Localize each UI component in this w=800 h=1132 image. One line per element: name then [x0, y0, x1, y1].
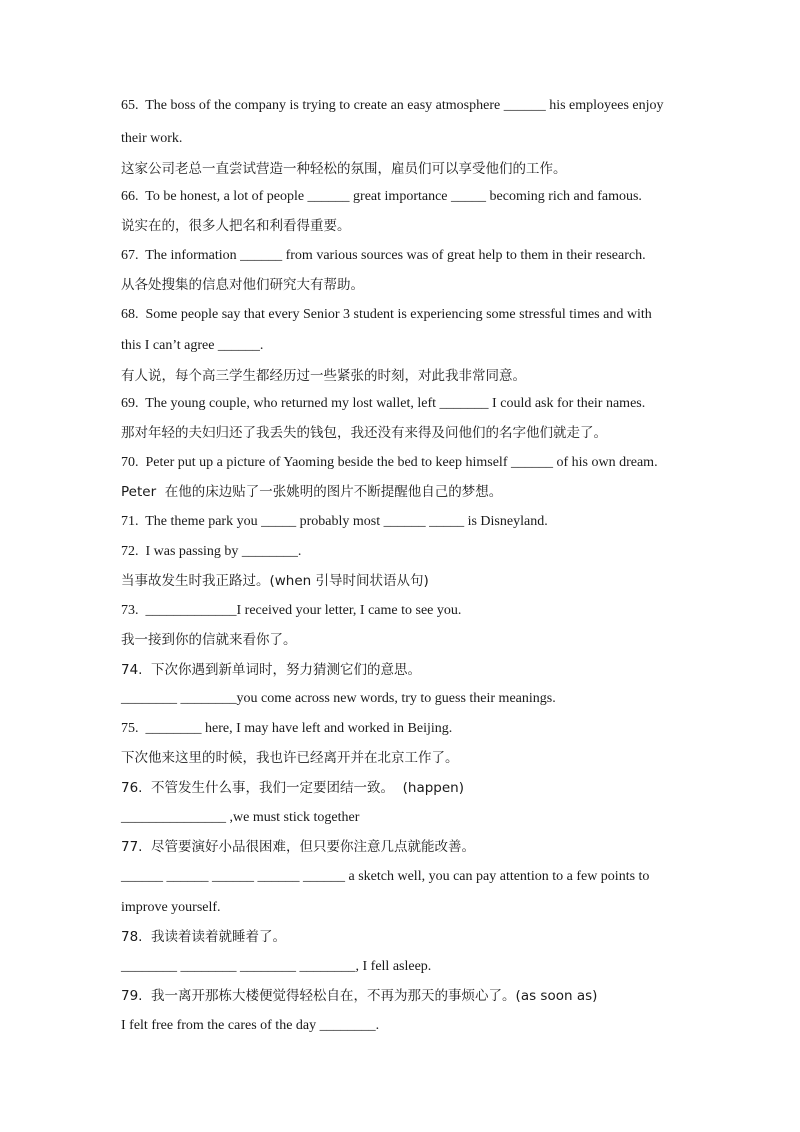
question-68-line-1: 68. Some people say that every Senior 3 student is experiencing some stressful times and with [121, 307, 652, 322]
question-69-translation: 那对年轻的夫妇归还了我丢失的钱包，我还没有来得及问他们的名字他们就走了。 [121, 425, 607, 441]
question-65-line-2: their work. [121, 131, 183, 146]
question-72: 72. I was passing by ________. [121, 544, 302, 559]
question-73: 73. _____________I received your letter, I came to see you. [121, 603, 462, 618]
question-74-answer-line: ________ ________you come across new words, try to guess their meanings. [121, 691, 556, 706]
question-66: 66. To be honest, a lot of people ______ great importance _____ becoming rich and famous. [121, 189, 642, 204]
question-76: 76. 不管发生什么事，我们一定要团结一致。 (happen) [121, 780, 464, 796]
question-67-translation: 从各处搜集的信息对他们研究大有帮助。 [121, 277, 364, 293]
question-65-translation: 这家公司老总一直尝试营造一种轻松的氛围，雇员们可以享受他们的工作。 [121, 161, 567, 177]
question-73-translation: 我一接到你的信就来看你了。 [121, 632, 297, 648]
question-78: 78. 我读着读着就睡着了。 [121, 929, 287, 945]
question-66-translation: 说实在的，很多人把名和利看得重要。 [121, 218, 351, 234]
question-77-answer-line-2: improve yourself. [121, 900, 221, 915]
question-72-translation: 当事故发生时我正路过。(when 引导时间状语从句) [121, 573, 429, 589]
question-65-line-1: 65. The boss of the company is trying to create an easy atmosphere ______ his employees enjoy [121, 98, 664, 113]
question-77-answer-line-1: ______ ______ ______ ______ ______ a sketch well, you can pay attention to a few points to [121, 869, 650, 884]
question-71: 71. The theme park you _____ probably most ______ _____ is Disneyland. [121, 514, 548, 529]
question-70: 70. Peter put up a picture of Yaoming beside the bed to keep himself ______ of his own dream. [121, 455, 658, 470]
question-74: 74. 下次你遇到新单词时，努力猜测它们的意思。 [121, 662, 422, 678]
question-79-answer-line: I felt free from the cares of the day ________. [121, 1018, 380, 1033]
question-75-translation: 下次他来这里的时候，我也许已经离开并在北京工作了。 [121, 750, 459, 766]
question-79: 79. 我一离开那栋大楼便觉得轻松自在，不再为那天的事烦心了。(as soon as) [121, 988, 598, 1004]
question-69: 69. The young couple, who returned my lost wallet, left _______ I could ask for their names. [121, 396, 646, 411]
question-68-line-2: this I can’t agree ______. [121, 338, 264, 353]
question-76-answer-line: _______________ ,we must stick together [121, 810, 360, 825]
question-70-translation: Peter 在他的床边贴了一张姚明的图片不断提醒他自己的梦想。 [121, 484, 503, 500]
question-67: 67. The information ______ from various sources was of great help to them in their research. [121, 248, 646, 263]
question-68-translation: 有人说，每个高三学生都经历过一些紧张的时刻，对此我非常同意。 [121, 368, 526, 384]
question-77: 77. 尽管要演好小品很困难，但只要你注意几点就能改善。 [121, 839, 476, 855]
question-78-answer-line: ________ ________ ________ ________, I fell asleep. [121, 959, 432, 974]
question-75: 75. ________ here, I may have left and worked in Beijing. [121, 721, 453, 736]
